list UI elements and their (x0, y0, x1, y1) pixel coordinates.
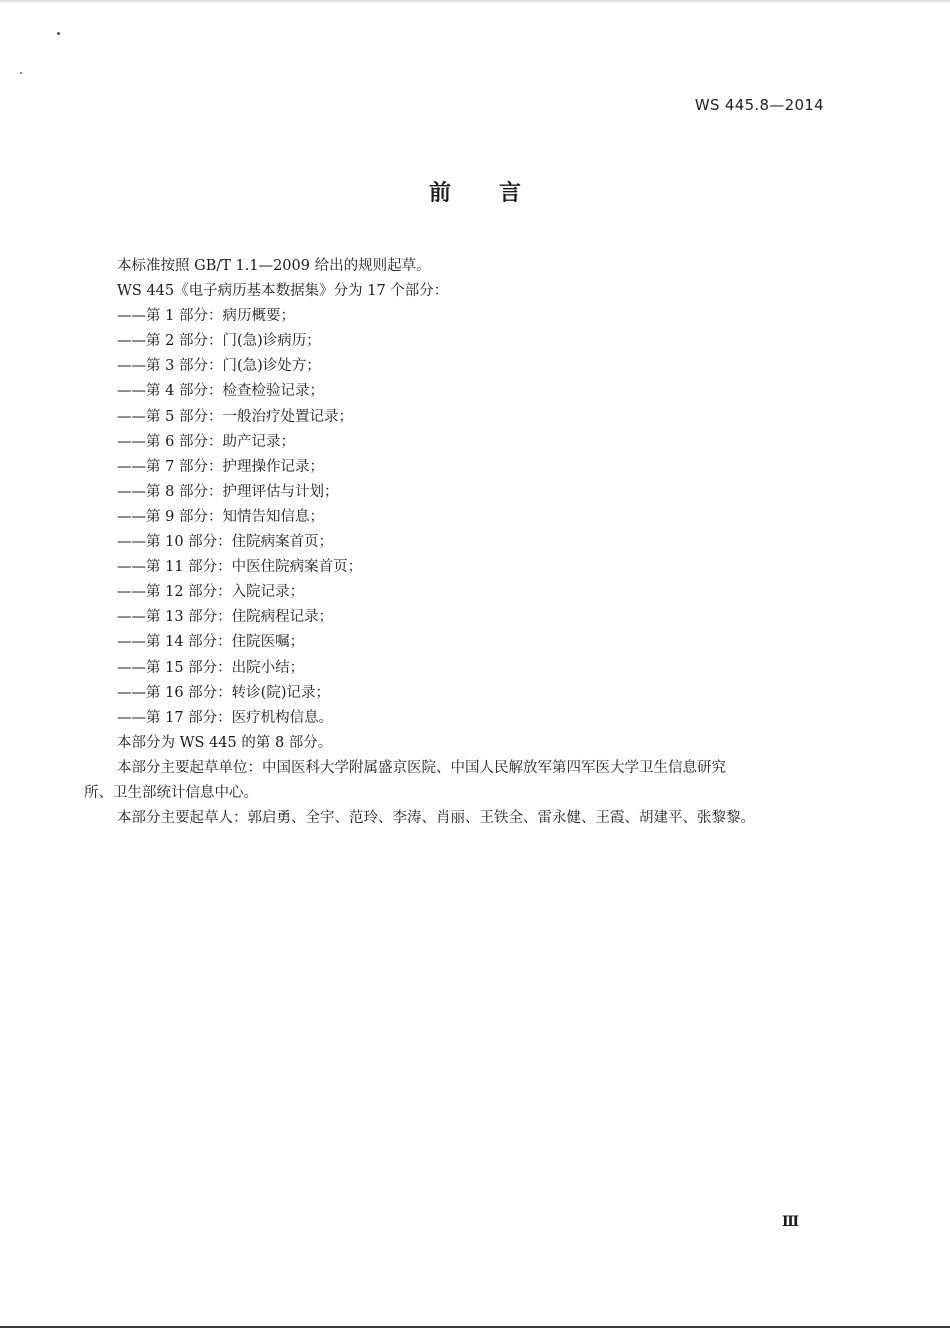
standard-code: WS 445.8—2014 (694, 96, 824, 114)
page-title: 前言 (428, 181, 569, 206)
scan-edge-top (0, 0, 950, 4)
paragraph: 本部分主要起草单位：中国医科大学附属盛京医院、中国人民解放军第四军医大学卫生信息研究 (117, 759, 726, 776)
list-item: ——第 10 部分：住院病案首页； (117, 534, 334, 551)
paragraph: WS 445《电子病历基本数据集》分为 17 个部分： (117, 283, 449, 300)
paragraph: 本部分主要起草人：郭启勇、全宇、范玲、李涛、肖丽、王铁全、雷永健、王霞、胡建平、张黎黎。 (117, 810, 755, 827)
scan-speck (57, 32, 60, 35)
list-item: ——第 4 部分：检查检验记录； (117, 383, 324, 400)
page-number: Ⅲ (781, 1214, 798, 1230)
list-item: ——第 14 部分：住院医嘱； (117, 634, 305, 651)
scan-speck (20, 72, 22, 74)
list-item: ——第 1 部分：病历概要； (117, 308, 295, 325)
foreword-body (84, 254, 828, 831)
list-item: ——第 8 部分：护理评估与计划； (117, 483, 339, 500)
list-item: ——第 3 部分：门(急)诊处方； (117, 358, 321, 375)
list-item: ——第 9 部分：知情告知信息； (117, 508, 324, 525)
paragraph-continuation: 所、卫生部统计信息中心。 (84, 784, 258, 801)
list-item: ——第 12 部分：入院记录； (117, 584, 305, 601)
list-item: ——第 15 部分：出院小结； (117, 659, 305, 676)
list-item: ——第 16 部分：转诊(院)记录； (117, 684, 330, 701)
list-item: ——第 7 部分：护理操作记录； (117, 458, 324, 475)
scan-edge-bottom (0, 1326, 950, 1328)
paragraph: 本标准按照 GB/T 1.1—2009 给出的规则起草。 (117, 258, 431, 274)
list-item: ——第 6 部分：助产记录； (117, 433, 295, 450)
list-item: ——第 17 部分：医疗机构信息。 (117, 709, 334, 726)
list-item: ——第 5 部分：一般治疗处置记录； (117, 408, 353, 425)
list-item: ——第 11 部分：中医住院病案首页； (117, 559, 363, 576)
list-item: ——第 13 部分：住院病程记录； (117, 609, 334, 626)
paragraph: 本部分为 WS 445 的第 8 部分。 (117, 734, 333, 751)
list-item: ——第 2 部分：门(急)诊病历； (117, 333, 321, 350)
